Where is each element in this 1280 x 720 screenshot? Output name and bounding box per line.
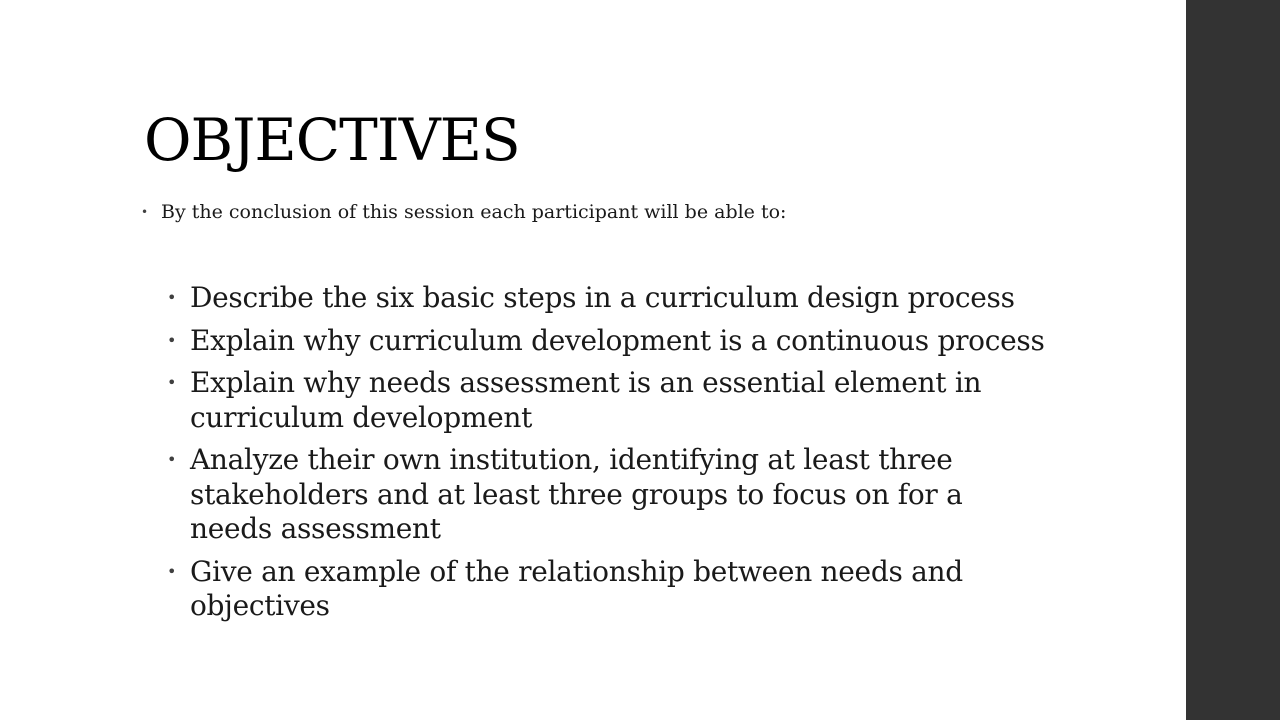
intro-line	[141, 198, 1141, 226]
objective-text: Describe the six basic steps in a curriculum design process	[190, 281, 1015, 314]
objective-text: Give an example of the relationship between needs and objectives	[190, 554, 963, 622]
bullet-dot-icon: •	[141, 205, 149, 219]
objectives-list	[167, 281, 1047, 632]
objective-item	[167, 366, 1047, 435]
objective-item	[167, 281, 1047, 316]
bullet-dot-icon: •	[167, 561, 177, 581]
intro-text: By the conclusion of this session each participant will be able to:	[161, 201, 787, 223]
objective-text: Analyze their own institution, identifying at least three stakeholders and at least three groups to focus on for a needs assessment	[190, 443, 963, 545]
objective-item	[167, 443, 1047, 547]
objective-text: Explain why curriculum development is a continuous process	[190, 323, 1045, 357]
side-accent-bar	[1186, 0, 1280, 720]
bullet-dot-icon: •	[167, 330, 177, 350]
bullet-dot-icon: •	[167, 373, 177, 392]
objective-item	[167, 324, 1047, 359]
objective-item	[167, 555, 1047, 624]
slide-title: OBJECTIVES	[144, 106, 520, 174]
bullet-dot-icon: •	[167, 288, 177, 307]
objective-text: Explain why needs assessment is an essential element in curriculum development	[190, 366, 982, 434]
bullet-dot-icon: •	[167, 450, 177, 469]
